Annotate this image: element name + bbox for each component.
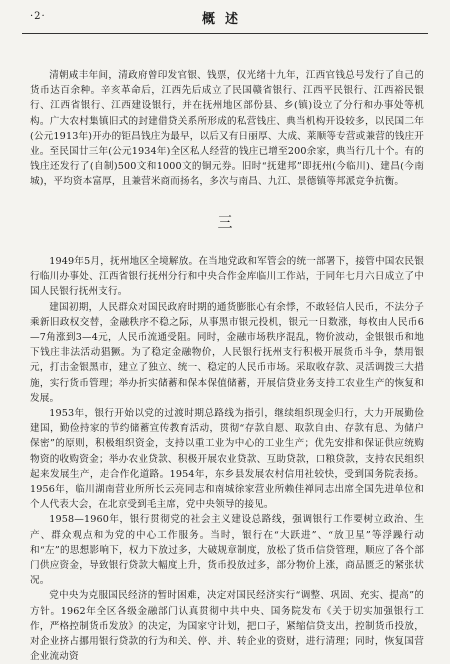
paragraph: 党中央为克服国民经济的暂时困难，决定对国民经济实行“调整、巩固、充实、提高”的方针。1962年全区各级金融部门认真贯彻中共中央、国务院发布《关于切实加强银行工作，严格控制货币发放》的决定，为国家守计划，把口子，紧缩信贷支出，控制货币投放，对企业挤占挪用银行贷款的行为和关、停、并、转企业的资财，进行清理；同时，恢复国营企业流动资 [30, 590, 424, 663]
paragraph: 1958—1960年，银行贯彻党的社会主义建设总路线，强调银行工作要树立政治、生产、群众观点和为党的中心工作服务。当时，银行在“大跃进”、“放卫星”等浮躁行动和“左”的思想影响下，权力下放过多，大破规章制度，放松了货币信贷管理，顺应了各个部门供应资金，导致银行贷款大幅度上升，货币投放过多，部分物价上涨，商品匮乏的紧张状况。 [30, 514, 424, 587]
paragraph: 1949年5月，抚州地区全境解放。在当地党政和军管会的统一部署下，接管中国农民银行临川办事处、江西省银行抚州分行和中央合作金库临川工作站，于同年七月六日成立了中国人民银行抚州支行。 [30, 256, 424, 298]
paragraph: 1953年，银行开始以党的过渡时期总路线为指引，继续组织现金归行，大力开展勤俭建国，勤俭持家的节约储蓄宣传教育活动，贯彻“存款自愿、取款自由、存款有息、为储户保密”的原则，积极组织资金，支持以重工业为中心的工业生产；优先安排和保证供应统购物资的收购资金；举办农业贷款、积极开展农业贷款、互助贷款，口粮贷款，支持农民组织起来发展生产，走合作化道路。1954年，东乡县发展农村信用社较快，受到国务院表扬。1956年，临川湖南营业所所长云亮同志和南城徐家营业所赖佳禅同志出席全国先进单位和个人代表大会，在北京受到毛主席，党中央领导的接见。 [30, 408, 424, 511]
section-one-body [30, 68, 424, 190]
page-header [22, 8, 428, 30]
section-heading: 三 [217, 213, 233, 231]
page-number: ·2· [30, 11, 46, 22]
paragraph: 清朝咸丰年间，清政府曾印发官银、钱票，仅光绪十九年，江西官钱总号发行了自己的货币达百余种。辛亥革命后，江西先后成立了民国赣省银行、江西平民银行、江西裕民银行、江西省银行、江西建设银行，并在抚州地区部份县、乡(镇)设立了分行和办事处等机构。广大农村集镇旧式的封建借贷关系所形成的私营钱庄、典当机构开设较多，以民国二年(公元1913年)开办的钜昌钱庄为最早，以后又有日丽厚、大成、莱顺等专营或兼营的钱庄开业。至民国廿三年(公元1934年)全区私人经营的钱庄已增至200余家，典当行几十个。有的钱庄还发行了(自制)500文和1000文的铜元券。旧时“抚建邦”即抚州(今临川)、建昌(今南城)，平均资本富厚，且兼营米商而扬名，多次与南昌、九江、景德镇等邦派竞争抗衡。 [30, 70, 424, 188]
paragraph: 建国初期，人民群众对国民政府时期的通货膨胀心有余悸，不敢轻信人民币，不法分子乘新旧政权交替，金融秩序不稳之际，从事黑市银元投机，银元一日数涨，每枚由人民币6—7角涨到3—4元，人民币流通受阻。同时，金融市场秩序混乱，物价波动，金银银币和地下钱庄非法活动猖獗。为了稳定金融物价，人民银行抚州支行积极开展货币斗争，禁用银元，打击金银黑市，建立了独立、统一、稳定的人民币市场。采取收存款、灵活调拨三大措施，实行货币管理；举办折实储蓄和保本保值储蓄，开展信贷业务支持工农业生产的恢复和发展。 [30, 301, 424, 404]
running-title: 概述 [201, 12, 248, 27]
section-two-body [30, 254, 424, 664]
header-divider [22, 33, 428, 34]
